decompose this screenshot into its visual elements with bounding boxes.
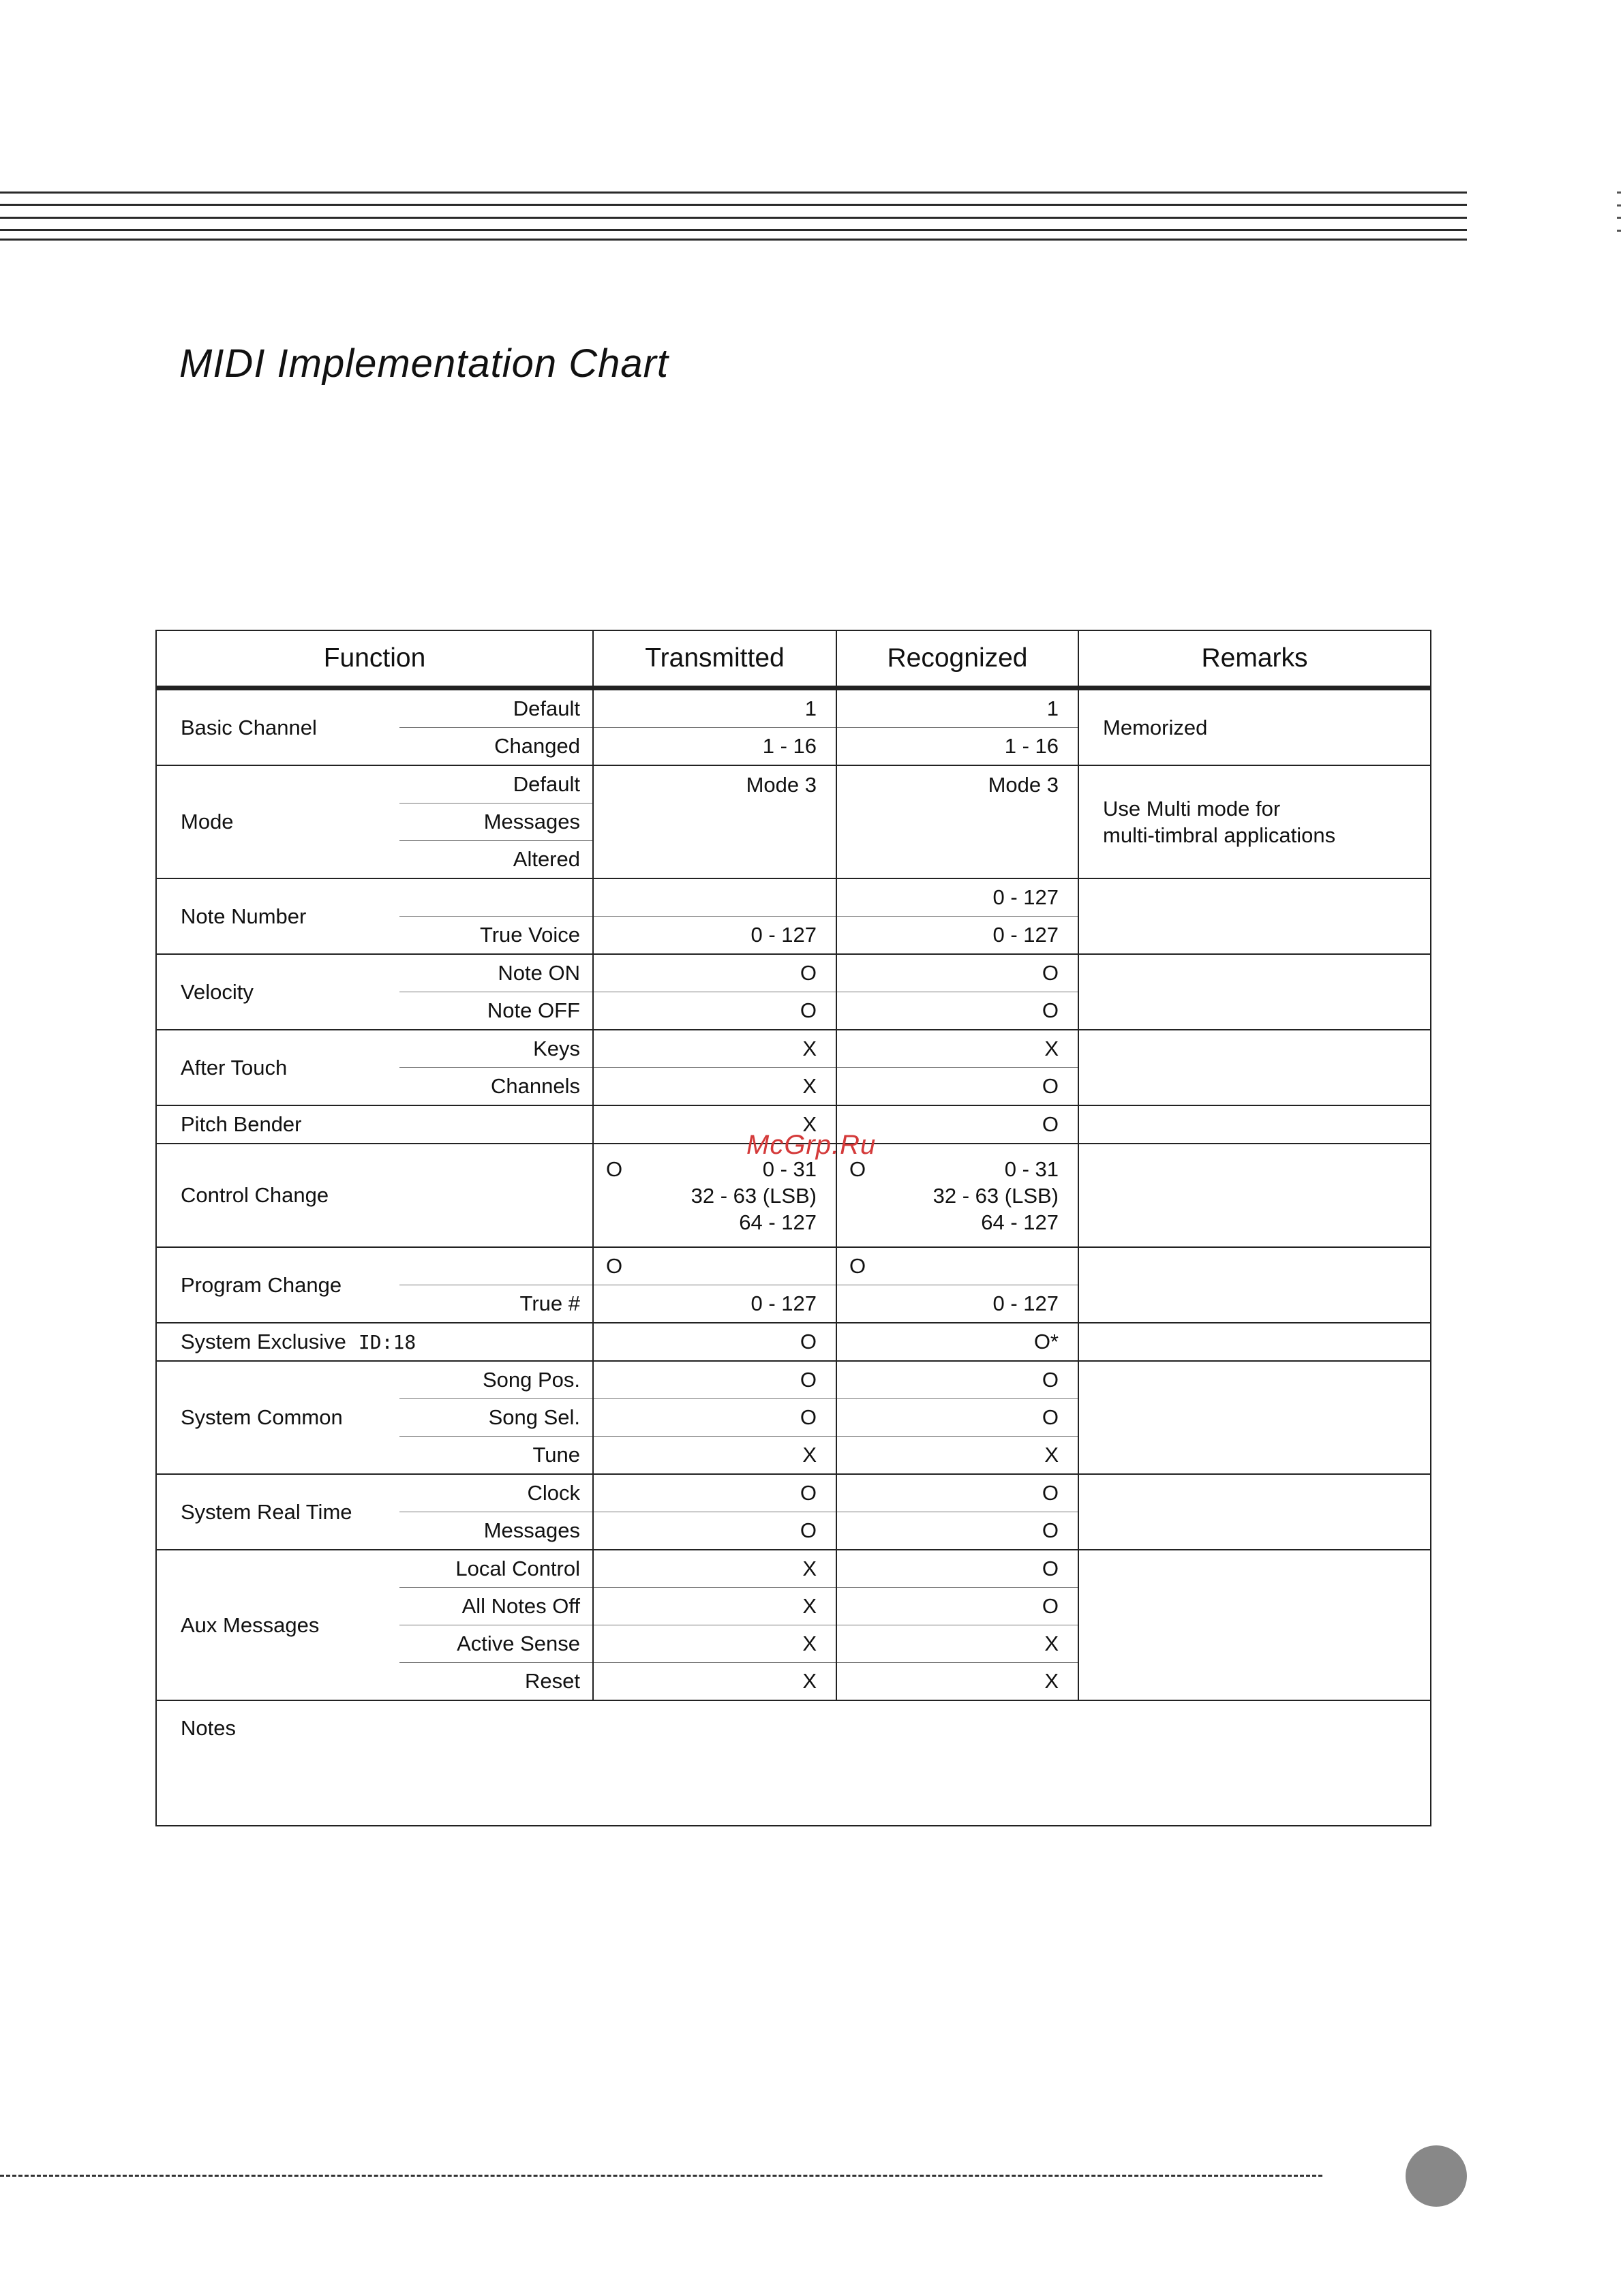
sub-label: [399, 1144, 593, 1247]
notes-row: [156, 1700, 1431, 1826]
remarks-cell: [1078, 1247, 1431, 1323]
sub-label: Channels: [399, 1068, 593, 1106]
remarks-cell: [1078, 1474, 1431, 1550]
recognized-value: O: [836, 1361, 1078, 1399]
header-row: [156, 630, 1431, 688]
system-exclusive-label: [156, 1323, 593, 1361]
transmitted-value: X: [593, 1588, 836, 1625]
recognized-value: X: [836, 1663, 1078, 1701]
transmitted-range: 0 - 31: [762, 1157, 817, 1181]
recognized-value: X: [836, 1030, 1078, 1068]
transmitted-value: X: [593, 1068, 836, 1106]
remarks-cell: [1078, 954, 1431, 1030]
recognized-value: Mode 3: [836, 765, 1078, 878]
transmitted-value: X: [593, 1550, 836, 1588]
recognized-value: X: [836, 1437, 1078, 1475]
transmitted-value: X: [593, 1105, 836, 1144]
sub-label: All Notes Off: [399, 1588, 593, 1625]
remarks-cell: [1078, 1030, 1431, 1105]
recognized-mark: O: [849, 1157, 866, 1181]
sub-label: Keys: [399, 1030, 593, 1068]
manufacturer-id: ID:18: [358, 1331, 416, 1353]
recognized-range: 64 - 127: [981, 1210, 1059, 1234]
table-row: [156, 1030, 1431, 1068]
sub-label: Default: [399, 688, 593, 728]
sub-label: Default: [399, 765, 593, 803]
table-row: [156, 1323, 1431, 1361]
transmitted-value: 1: [593, 688, 836, 728]
table-row: [156, 688, 1431, 728]
sub-label: Clock: [399, 1474, 593, 1512]
basic-channel-label: Basic Channel: [156, 688, 399, 766]
sub-label: Note ON: [399, 954, 593, 992]
header-remarks: Remarks: [1078, 630, 1431, 688]
page-number-circle: [1406, 2145, 1467, 2207]
page-title: MIDI Implementation Chart: [179, 341, 669, 386]
sub-label: Tune: [399, 1437, 593, 1475]
pitch-bender-label: Pitch Bender: [156, 1105, 399, 1144]
mode-remarks-line: multi-timbral applications: [1103, 823, 1336, 847]
recognized-value: 0 - 127: [836, 1285, 1078, 1323]
recognized-value: O: [836, 1588, 1078, 1625]
sub-label: Active Sense: [399, 1625, 593, 1663]
note-number-label: Note Number: [156, 878, 399, 954]
sub-label: Song Pos.: [399, 1361, 593, 1399]
top-rule-4: [0, 229, 1467, 231]
footer-dashed-rule: [0, 2175, 1322, 2177]
system-common-label: System Common: [156, 1361, 399, 1474]
recognized-value: O: [836, 1068, 1078, 1106]
sub-label: [399, 878, 593, 917]
transmitted-value: O: [593, 1512, 836, 1550]
sub-label: Local Control: [399, 1550, 593, 1588]
sub-label: [399, 1105, 593, 1144]
system-real-time-label: System Real Time: [156, 1474, 399, 1550]
table-row: [156, 1361, 1431, 1399]
sub-label: Reset: [399, 1663, 593, 1701]
transmitted-value: O: [593, 992, 836, 1030]
recognized-value: O: [836, 992, 1078, 1030]
recognized-value: O: [836, 1399, 1078, 1437]
recognized-range: 32 - 63 (LSB): [932, 1183, 1059, 1208]
transmitted-value: 1 - 16: [593, 728, 836, 766]
control-change-label: Control Change: [156, 1144, 399, 1247]
table-row: [156, 1474, 1431, 1512]
system-exclusive-text: System Exclusive: [181, 1330, 346, 1353]
table-row: [156, 878, 1431, 917]
transmitted-value: X: [593, 1030, 836, 1068]
table-row: [156, 765, 1431, 803]
sub-label: Song Sel.: [399, 1399, 593, 1437]
sub-label: True Voice: [399, 917, 593, 955]
table-row: [156, 1550, 1431, 1588]
transmitted-value: O: [593, 1474, 836, 1512]
velocity-label: Velocity: [156, 954, 399, 1030]
side-tick: [1617, 217, 1621, 219]
recognized-value: O: [836, 1550, 1078, 1588]
top-rule-1: [0, 192, 1467, 194]
top-rule-2: [0, 204, 1467, 206]
transmitted-value: O: [593, 1323, 836, 1361]
sub-label: Altered: [399, 841, 593, 879]
notes-label: Notes: [156, 1700, 1431, 1826]
recognized-value: 1: [836, 688, 1078, 728]
transmitted-value: O: [593, 1399, 836, 1437]
recognized-range: 0 - 31: [1004, 1157, 1059, 1181]
transmitted-range: 64 - 127: [739, 1210, 817, 1234]
remarks-cell: [1078, 1105, 1431, 1144]
transmitted-value: O: [593, 1361, 836, 1399]
sub-label: Messages: [399, 803, 593, 841]
sub-label: True #: [399, 1285, 593, 1323]
basic-channel-remarks: Memorized: [1078, 688, 1431, 766]
transmitted-value: 0 - 127: [593, 1285, 836, 1323]
transmitted-range: 32 - 63 (LSB): [691, 1183, 817, 1208]
recognized-value: O: [836, 1512, 1078, 1550]
top-rule-5: [0, 239, 1467, 241]
midi-implementation-table: [155, 630, 1431, 1826]
recognized-value: O: [836, 954, 1078, 992]
side-tick: [1617, 204, 1621, 206]
sub-label: Changed: [399, 728, 593, 766]
remarks-cell: [1078, 1550, 1431, 1700]
header-recognized: Recognized: [836, 630, 1078, 688]
top-rule-3: [0, 217, 1467, 219]
transmitted-value: [593, 878, 836, 917]
table-row: [156, 954, 1431, 992]
transmitted-value: O: [593, 954, 836, 992]
sub-label: Note OFF: [399, 992, 593, 1030]
remarks-cell: [1078, 1361, 1431, 1474]
transmitted-value: 0 - 127: [593, 917, 836, 955]
transmitted-value: X: [593, 1625, 836, 1663]
transmitted-value: X: [593, 1437, 836, 1475]
recognized-value: O: [836, 1247, 1078, 1285]
side-tick: [1617, 192, 1621, 194]
recognized-value: O*: [836, 1323, 1078, 1361]
transmitted-value: Mode 3: [593, 765, 836, 878]
recognized-value: 0 - 127: [836, 878, 1078, 917]
after-touch-label: After Touch: [156, 1030, 399, 1105]
transmitted-mark: O: [606, 1157, 623, 1181]
remarks-cell: [1078, 1144, 1431, 1247]
sub-label: Messages: [399, 1512, 593, 1550]
recognized-value: O: [836, 1105, 1078, 1144]
watermark: McGrp.Ru: [746, 1130, 877, 1160]
recognized-value: 1 - 16: [836, 728, 1078, 766]
remarks-cell: [1078, 1323, 1431, 1361]
remarks-cell: [1078, 878, 1431, 954]
recognized-value: 0 - 127: [836, 917, 1078, 955]
recognized-value: X: [836, 1625, 1078, 1663]
recognized-value: O: [836, 1474, 1078, 1512]
transmitted-value: O: [593, 1247, 836, 1285]
mode-remarks: [1078, 765, 1431, 878]
program-change-label: Program Change: [156, 1247, 399, 1323]
transmitted-value: X: [593, 1663, 836, 1701]
aux-messages-label: Aux Messages: [156, 1550, 399, 1700]
table-row: [156, 1247, 1431, 1285]
mode-remarks-line: Use Multi mode for: [1103, 797, 1281, 821]
sub-label: [399, 1247, 593, 1285]
mode-label: Mode: [156, 765, 399, 878]
header-transmitted: Transmitted: [593, 630, 836, 688]
side-tick: [1617, 230, 1621, 232]
header-function: Function: [156, 630, 593, 688]
